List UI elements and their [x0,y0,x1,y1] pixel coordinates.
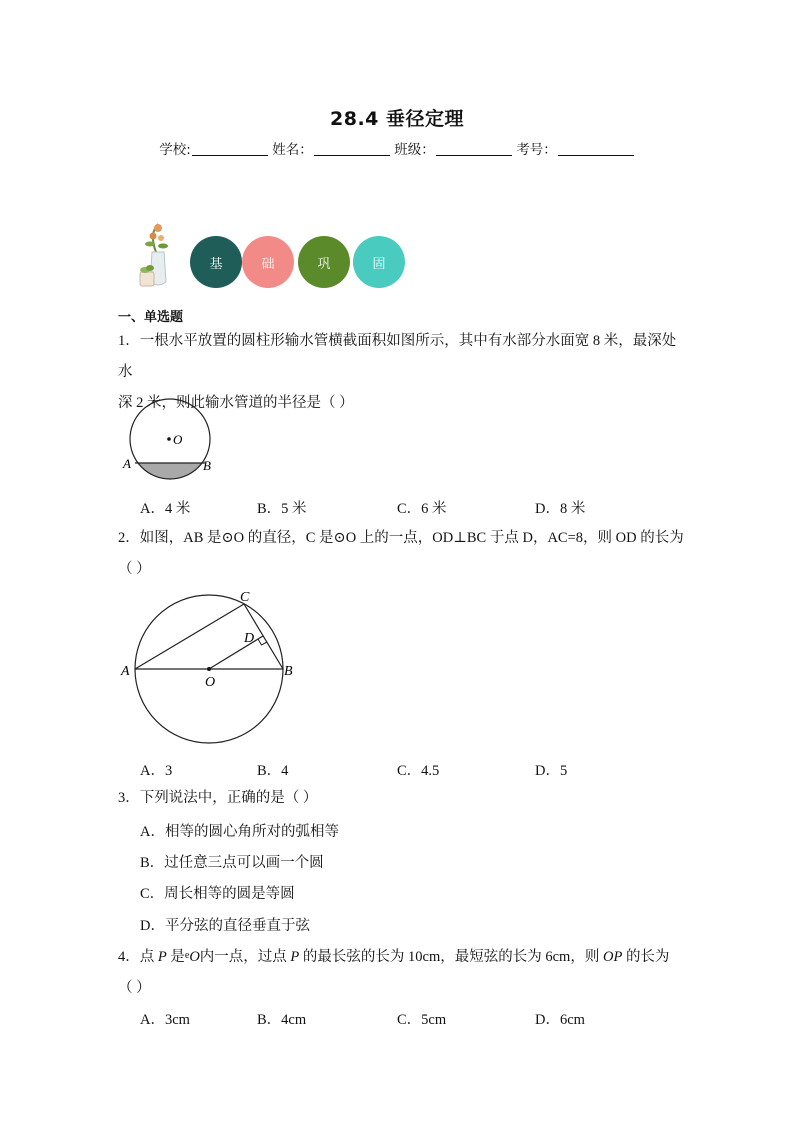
q3-option-d[interactable]: D．平分弦的直径垂直于弦 [140,918,310,934]
q4-segment-op: OP [602,949,623,965]
center-point [167,437,171,441]
exam-no-blank[interactable] [558,141,634,156]
question-2-figure [118,586,308,750]
q4-text-1: 4．点 [118,949,158,965]
label-c: C [240,590,250,605]
badge-1 [190,236,242,288]
q1-option-b[interactable]: B．5 米 [257,501,307,517]
name-label: 姓名： [272,142,313,158]
q2-option-b[interactable]: B．4 [257,763,289,779]
question-4 [118,940,688,1004]
badge-2 [242,236,294,288]
badge-3-text: 巩 [317,256,331,272]
label-a: A [123,456,131,471]
q1-option-c[interactable]: C．6 米 [397,501,447,517]
page-title: 28.4 垂径定理 [330,108,464,130]
question-2-line-2: （ ） [118,561,151,577]
question-1-line-2: 深 2 米，则此输水管道的半径是（ ） [118,395,354,411]
class-label: 班级： [394,142,435,158]
q3-option-c[interactable]: C．周长相等的圆是等圆 [140,886,295,902]
q4-option-a[interactable]: A．3cm [140,1012,190,1028]
q2-option-d[interactable]: D．5 [535,763,568,779]
chord-ac [135,604,244,669]
q3-option-a[interactable]: A．相等的圆心角所对的弧相等 [140,824,339,840]
badge-4 [353,236,405,288]
badge-3 [298,236,350,288]
question-2-line-1: 2．如图，AB 是⊙O 的直径，C 是⊙O 上的一点，OD⊥BC 于点 D，AC=8，则 OD 的长为 [118,530,684,546]
q3-option-b[interactable]: B．过任意三点可以画一个圆 [140,855,324,871]
school-blank[interactable] [192,141,268,156]
q4-option-b[interactable]: B．4cm [257,1012,307,1028]
question-1-figure [118,398,228,484]
q2-option-a[interactable]: A．3 [140,763,173,779]
label-o: O [205,675,216,690]
question-2 [118,523,688,585]
label-b: B [284,664,293,679]
question-4-line-1 [118,940,688,973]
q4-text-2: 是 [166,949,185,965]
circle-symbol: e [184,950,190,961]
q4-option-c[interactable]: C．5cm [397,1012,447,1028]
q4-option-d[interactable]: D．6cm [535,1012,585,1028]
school-label: 学校: [159,142,191,158]
q4-text-3: 内一点，过点 [199,949,291,965]
q1-option-d[interactable]: D．8 米 [535,501,586,517]
label-d: D [244,631,255,646]
label-o: O [173,432,183,447]
badge-4-text: 固 [372,256,386,272]
badge-2-text: 础 [261,256,275,272]
q4-text-4: 的最长弦的长为 10cm，最短弦的长为 6cm，则 [299,949,603,965]
q4-point-p: P [157,949,167,965]
q2-option-c[interactable]: C．4.5 [397,763,440,779]
label-a: A [121,664,130,679]
name-blank[interactable] [314,141,390,156]
badge-1-text: 基 [209,256,223,272]
q4-point-o: O [189,949,200,965]
segment-od [209,636,263,669]
center-point-o [207,667,211,671]
section-heading: 一、单选题 [118,310,184,325]
water-region [118,463,228,484]
exam-no-label: 考号： [516,142,557,158]
question-3: 3．下列说法中，正确的是（ ） [118,790,318,806]
label-b: B [203,458,211,473]
class-blank[interactable] [436,141,512,156]
question-1-line-1: 1．一根水平放置的圆柱形输水管横截面积如图所示，其中有水部分水面宽 8 米，最深处水 [118,333,677,380]
question-4-line-2: （ ） [118,980,151,996]
q4-text-5: 的长为 [622,949,670,965]
q1-option-a[interactable]: A．4 米 [140,501,191,517]
vase-plant-illustration [136,222,182,290]
q4-point-p-2: P [290,949,300,965]
student-info-row [0,138,794,159]
